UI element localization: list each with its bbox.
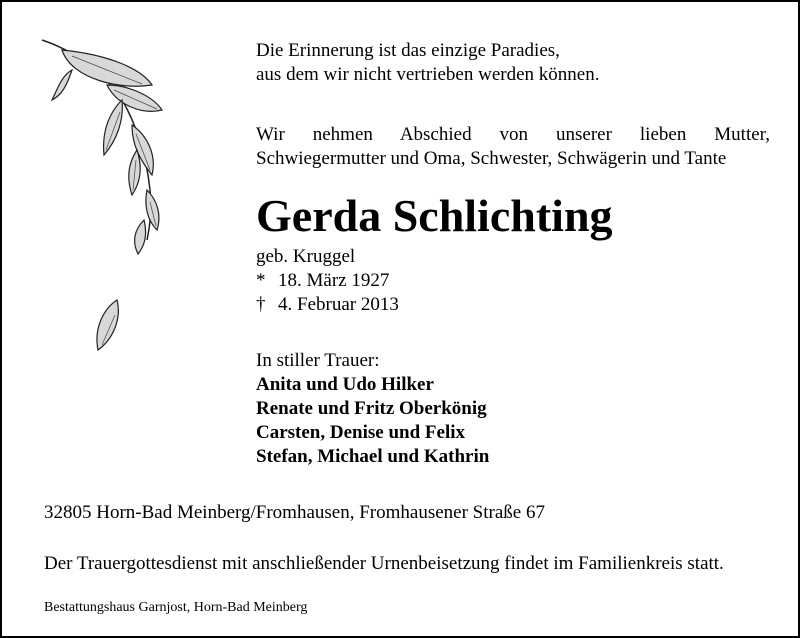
memorial-quote	[256, 39, 756, 87]
birth-name: geb. Kruggel	[256, 246, 356, 267]
intro-line-1: Wir nehmen Abschied von unserer lieben Mutter,	[256, 124, 770, 145]
birth-line	[256, 269, 656, 293]
birth-star-icon: *	[256, 270, 266, 291]
mourner-family: Stefan, Michael und Kathrin	[256, 446, 490, 467]
farewell-intro	[256, 123, 770, 171]
mourner-family: Anita und Udo Hilker	[256, 374, 434, 395]
intro-line-2: Schwiegermutter und Oma, Schwester, Schwägerin und Tante	[256, 148, 727, 169]
quote-line-2: aus dem wir nicht vertrieben werden können.	[256, 64, 600, 85]
birch-branch-icon	[32, 30, 182, 360]
mourner-family: Carsten, Denise und Felix	[256, 422, 465, 443]
service-note: Der Trauergottesdienst mit anschließender Urnenbeisetzung findet im Familienkreis statt.	[44, 553, 724, 574]
death-cross-icon: †	[256, 294, 266, 315]
deceased-name: Gerda Schlichting	[256, 190, 613, 241]
deceased-details	[256, 245, 656, 317]
death-date: 4. Februar 2013	[278, 294, 399, 315]
mourners-list	[256, 349, 676, 469]
quote-line-1: Die Erinnerung ist das einzige Paradies,	[256, 40, 560, 61]
death-line	[256, 293, 656, 317]
mourners-heading: In stiller Trauer:	[256, 350, 380, 371]
mourner-family: Renate und Fritz Oberkönig	[256, 398, 487, 419]
birth-date: 18. März 1927	[278, 270, 390, 291]
funeral-home: Bestattungshaus Garnjost, Horn-Bad Meinberg	[44, 600, 308, 615]
mourners-address: 32805 Horn-Bad Meinberg/Fromhausen, Fromhausener Straße 67	[44, 502, 545, 523]
